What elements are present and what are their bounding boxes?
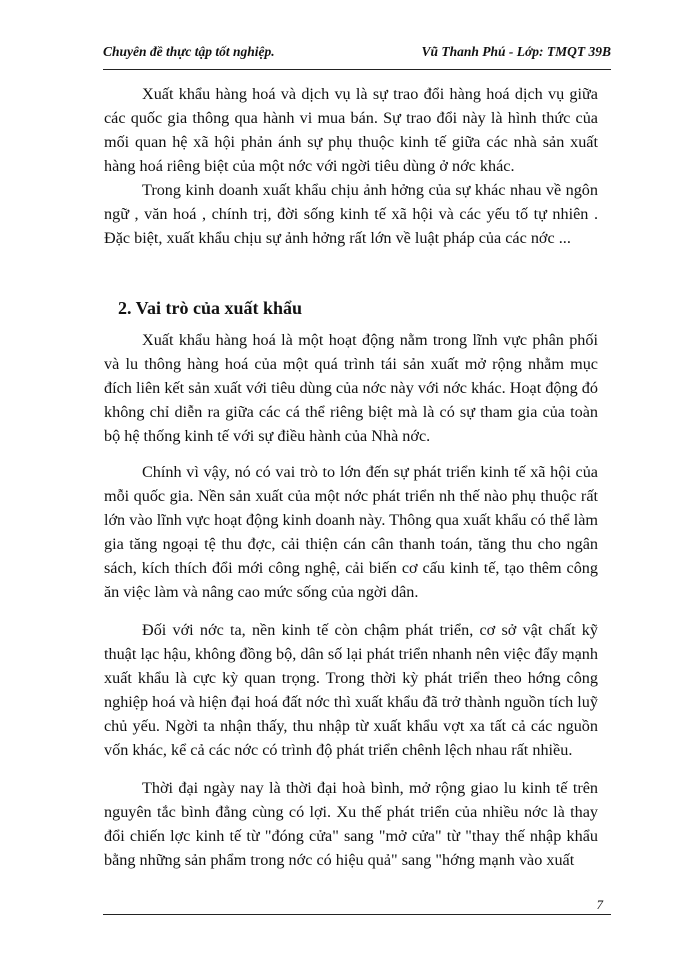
page-footer	[103, 895, 603, 919]
paragraph: Thời đại ngày nay là thời đại hoà bình, mở rộng giao lu kinh tế trên nguyên tắc bình đẳng cùng có lợi. Xu thế phát triển của nhiều nớc là thay đổi chiến lợc kinh tế từ "đóng cửa" sang "mở cửa" từ "thay thế nhập khẩu bằng những sản phẩm trong nớc có hiệu quả" sang "hớng mạnh vào xuất	[104, 779, 598, 869]
header-rule	[103, 69, 611, 70]
section-vai-tro	[104, 296, 598, 872]
page-header	[103, 38, 611, 70]
paragraph: Đối với nớc ta, nền kinh tế còn chậm phát triển, cơ sở vật chất kỹ thuật lạc hậu, không đồng bộ, dân số lại phát triển nhanh nên việc đẩy mạnh xuất khẩu là cực kỳ quan trọng. Trong thời kỳ phát triển theo hớng công nghiệp hoá và hiện đại hoá đất nớc thì xuất khẩu đã trở thành nguồn tích luỹ chủ yếu. Ngời ta nhận thấy, thu nhập từ xuất khẩu vợt xa tất cả các nguồn vốn khác, kể cả các nớc có trình độ phát triển chênh lệch nhau rất nhiều.	[104, 621, 598, 759]
header-title-left: Chuyên đề thực tập tốt nghiệp.	[103, 44, 275, 59]
footer-rule	[103, 914, 611, 915]
paragraph: Trong kinh doanh xuất khẩu chịu ảnh hởng của sự khác nhau về ngôn ngữ , văn hoá , chính trị, đời sống kinh tế xã hội và các yếu tố tự nhiên . Đặc biệt, xuất khẩu chịu sự ảnh hởng rất lớn về luật pháp của các nớc ...	[104, 181, 598, 247]
header-author-right: Vũ Thanh Phú - Lớp: TMQT 39B	[421, 44, 611, 59]
paragraph: Xuất khẩu hàng hoá và dịch vụ là sự trao đổi hàng hoá dịch vụ giữa các quốc gia thông qua hành vi mua bán. Sự trao đổi này là hình thức của mối quan hệ xã hội phản ánh sự phụ thuộc kinh tế giữa các nhà sản xuất hàng hoá riêng biệt của một nớc với ngời tiêu dùng ở nớc khác.	[104, 85, 598, 175]
section-heading: 2. Vai trò của xuất khẩu	[118, 298, 303, 318]
intro-text	[104, 82, 598, 250]
page-number: 7	[596, 897, 603, 912]
paragraph: Chính vì vậy, nó có vai trò to lớn đến sự phát triển kinh tế xã hội của mỗi quốc gia. Nền sản xuất của một nớc phát triển nh thế nào phụ thuộc rất lớn vào lĩnh vực hoạt động kinh doanh này. Thông qua xuất khẩu có thể làm gia tăng ngoại tệ thu đợc, cải thiện cán cân thanh toán, tăng thu cho ngân sách, kích thích đổi mới công nghệ, cải biến cơ cấu kinh tế, tạo thêm công ăn việc làm và nâng cao mức sống của ngời dân.	[104, 463, 598, 601]
paragraph: Xuất khẩu hàng hoá là một hoạt động nằm trong lĩnh vực phân phối và lu thông hàng hoá của một quá trình tái sản xuất mở rộng nhằm mục đích liên kết sản xuất với tiêu dùng của nớc này với nớc khác. Hoạt động đó không chỉ diễn ra giữa các cá thể riêng biệt mà là có sự tham gia của toàn bộ hệ thống kinh tế với sự điều hành của Nhà nớc.	[104, 331, 598, 445]
